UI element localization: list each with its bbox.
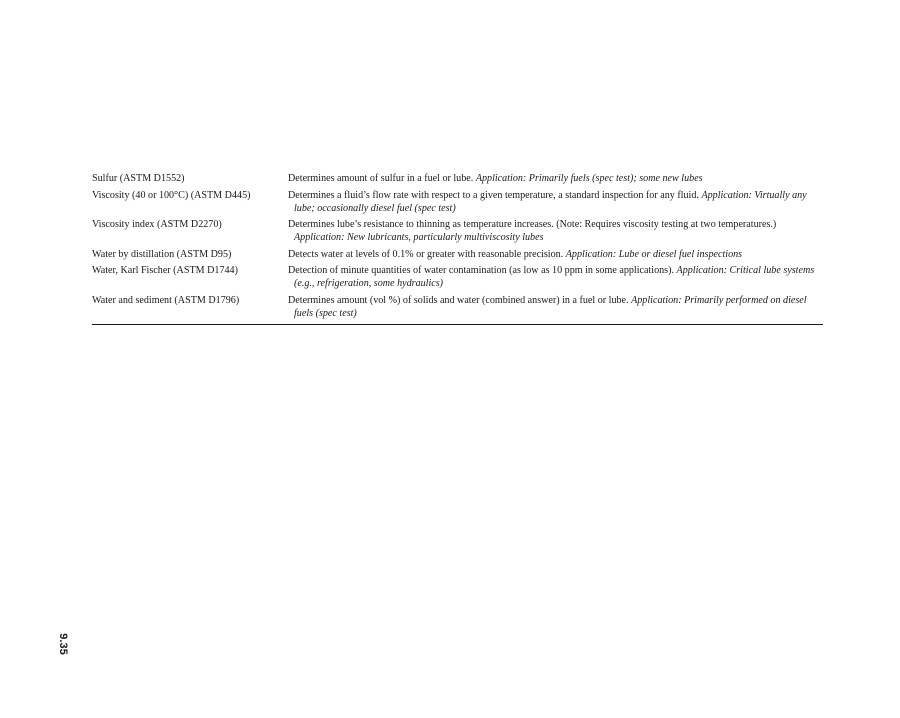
- test-description: [288, 218, 823, 244]
- application-text: Application: Lube or diesel fuel inspections: [565, 248, 743, 260]
- table-row: [92, 264, 823, 290]
- test-name: Viscosity index (ASTM D2270): [92, 219, 222, 230]
- description-text: Determines amount of sulfur in a fuel or lube.: [288, 173, 476, 184]
- test-methods-table: [92, 172, 823, 325]
- application-text: Application: Primarily fuels (spec test); some new lubes: [475, 173, 703, 184]
- page-number: 9.35: [57, 633, 69, 655]
- test-description: [288, 248, 823, 261]
- test-name: Water by distillation (ASTM D95): [92, 248, 232, 260]
- description-text: Determines a fluid’s flow rate with respect to a given temperature, a standard inspection for any fluid.: [288, 189, 702, 201]
- test-description: [288, 264, 823, 290]
- test-name: Water and sediment (ASTM D1796): [92, 294, 240, 306]
- table-bottom-rule: [92, 324, 823, 325]
- table-row: [92, 189, 823, 215]
- application-text: Application: Primarily performed on diesel fuels (spec test): [294, 294, 807, 319]
- application-text: Application: Virtually any lube; occasionally diesel fuel (spec test): [294, 189, 807, 214]
- test-name: Sulfur (ASTM D1552): [92, 173, 185, 184]
- table-row: [92, 248, 823, 261]
- test-description: [288, 294, 823, 320]
- table-row: [92, 172, 823, 185]
- description-text: Detects water at levels of 0.1% or greater with reasonable precision.: [288, 248, 566, 260]
- table-row: [92, 218, 823, 244]
- description-text: Detection of minute quantities of water contamination (as low as 10 ppm in some applications).: [288, 265, 677, 276]
- application-text: Application: Critical lube systems (e.g., refrigeration, some hydraulics): [294, 265, 815, 289]
- application-text: Application: New lubricants, particularly multiviscosity lubes: [294, 232, 544, 243]
- description-text: Determines amount (vol %) of solids and water (combined answer) in a fuel or lube.: [288, 294, 632, 306]
- description-text: Determines lube’s resistance to thinning as temperature increases. (Note: Requires viscosity testing at two temperatures.): [288, 219, 777, 230]
- test-description: [288, 172, 823, 185]
- test-name: Water, Karl Fischer (ASTM D1744): [92, 265, 238, 276]
- test-description: [288, 189, 823, 215]
- table-row: [92, 294, 823, 320]
- test-name: Viscosity (40 or 100°C) (ASTM D445): [92, 189, 251, 201]
